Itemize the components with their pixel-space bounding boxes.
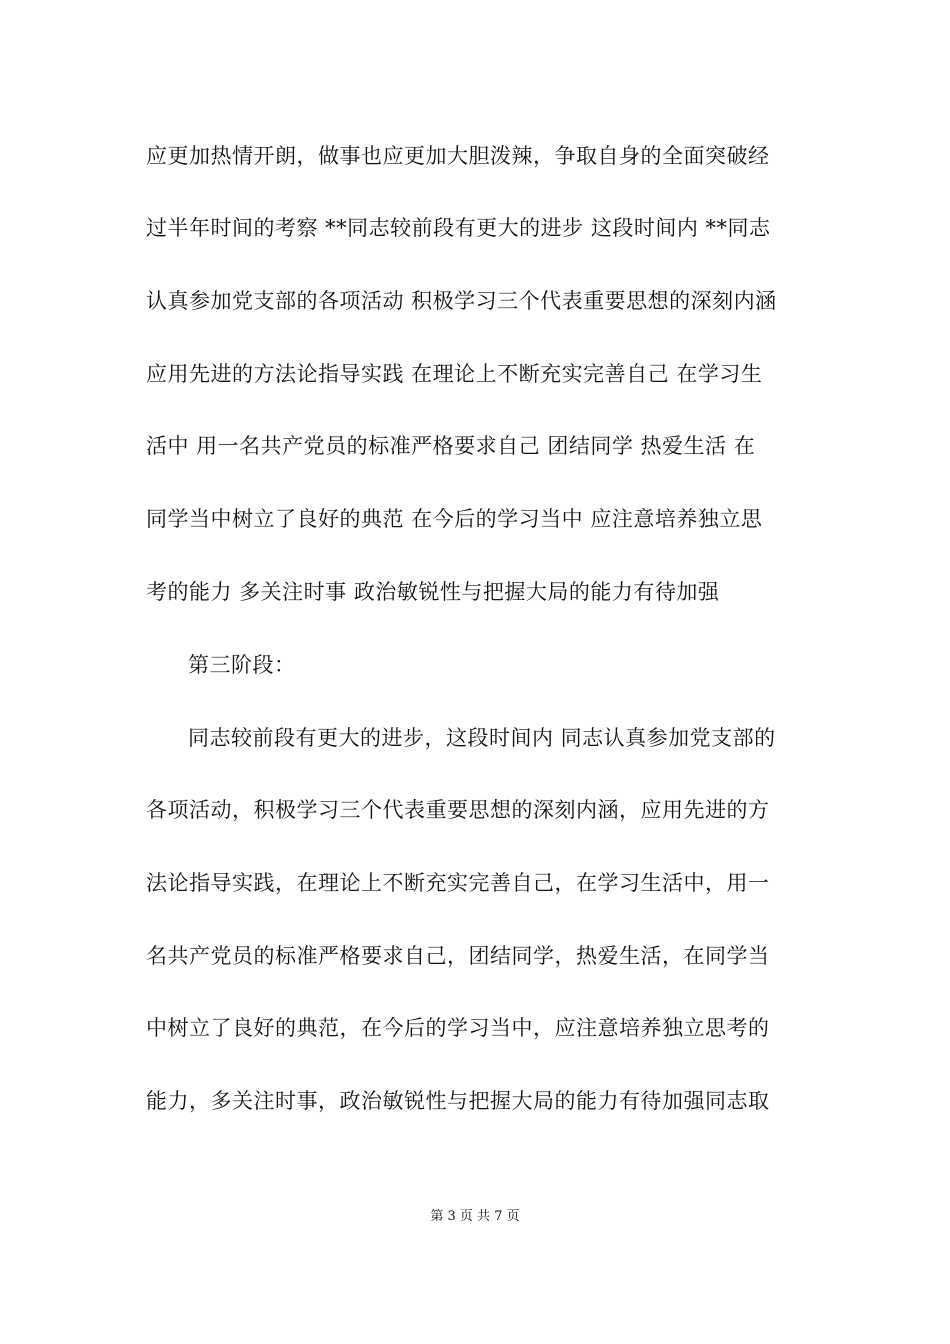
paragraph-2-line-4: 名共产党员的标准严格要求自己，团结同学，热爱生活，在同学当 xyxy=(146,944,770,968)
paragraph-1-line-7: 考的能力 多关注时事 政治敏锐性与把握大局的能力有待加强 xyxy=(146,580,720,604)
paragraph-2-line-2: 各项活动，积极学习三个代表重要思想的深刻内涵，应用先进的方 xyxy=(146,798,770,822)
paragraph-2-line-1: 同志较前段有更大的进步，这段时间内 同志认真参加党支部的 xyxy=(188,726,776,750)
paragraph-1-line-1: 应更加热情开朗，做事也应更加大胆泼辣，争取自身的全面突破经 xyxy=(146,144,770,168)
section-heading: 第三阶段： xyxy=(188,653,296,677)
paragraph-2-line-6: 能力，多关注时事，政治敏锐性与把握大局的能力有待加强同志取 xyxy=(146,1089,770,1113)
paragraph-1-line-3: 认真参加党支部的各项活动 积极学习三个代表重要思想的深刻内涵 xyxy=(146,289,777,313)
paragraph-1-line-6: 同学当中树立了良好的典范 在今后的学习当中 应注意培养独立思 xyxy=(146,507,763,531)
paragraph-1-line-4: 应用先进的方法论指导实践 在理论上不断充实完善自己 在学习生 xyxy=(146,362,763,386)
paragraph-2-line-3: 法论指导实践，在理论上不断充实完善自己，在学习生活中，用一 xyxy=(146,871,770,895)
page-number-footer: 第 3 页 共 7 页 xyxy=(430,1209,520,1224)
paragraph-1-line-2: 过半年时间的考察 **同志较前段有更大的进步 这段时间内 **同志 xyxy=(146,216,771,240)
paragraph-2-line-5: 中树立了良好的典范，在今后的学习当中，应注意培养独立思考的 xyxy=(146,1016,770,1040)
paragraph-1-line-5: 活中 用一名共产党员的标准严格要求自己 团结同学 热爱生活 在 xyxy=(146,434,756,458)
